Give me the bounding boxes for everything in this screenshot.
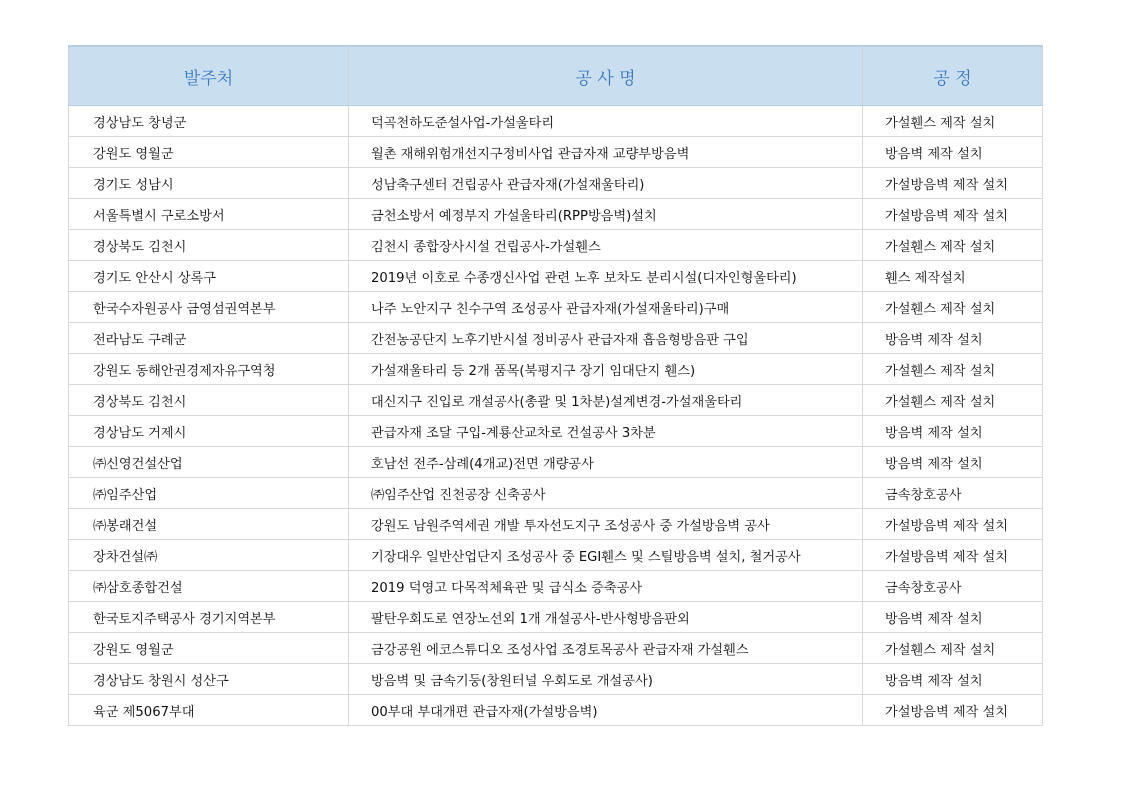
cell-client: 경상남도 창녕군 [69,106,349,137]
cell-process: 가설방음벽 제작 설치 [863,199,1043,230]
cell-process: 가설방음벽 제작 설치 [863,509,1043,540]
cell-client: 경상북도 김천시 [69,230,349,261]
cell-project-name: 00부대 부대개편 관급자재(가설방음벽) [349,695,863,726]
table-row [69,664,1043,695]
cell-client: ㈜신영건설산업 [69,447,349,478]
cell-project-name: 2019년 이호로 수종갱신사업 관련 노후 보차도 분리시설(디자인형울타리) [349,261,863,292]
table-row [69,509,1043,540]
table-row [69,540,1043,571]
header-project-name: 공 사 명 [349,46,863,106]
cell-process: 방음벽 제작 설치 [863,137,1043,168]
cell-process: 가설휀스 제작 설치 [863,106,1043,137]
cell-project-name: 월촌 재해위험개선지구정비사업 관급자재 교량부방음벽 [349,137,863,168]
table-row [69,199,1043,230]
cell-project-name: 성남축구센터 건립공사 관급자재(가설재울타리) [349,168,863,199]
cell-process: 금속창호공사 [863,478,1043,509]
cell-process: 방음벽 제작 설치 [863,416,1043,447]
cell-project-name: 간전농공단지 노후기반시설 정비공사 관급자재 흡음형방음판 구입 [349,323,863,354]
cell-client: ㈜삼호종합건설 [69,571,349,602]
cell-client: 장차건설㈜ [69,540,349,571]
cell-process: 방음벽 제작 설치 [863,447,1043,478]
table-body [69,106,1043,726]
cell-process: 가설방음벽 제작 설치 [863,168,1043,199]
cell-client: 한국토지주택공사 경기지역본부 [69,602,349,633]
cell-client: 경상남도 창원시 성산구 [69,664,349,695]
cell-project-name: ㈜임주산업 진천공장 신축공사 [349,478,863,509]
cell-client: 경기도 성남시 [69,168,349,199]
cell-project-name: 김천시 종합장사시설 건립공사-가설휀스 [349,230,863,261]
table-row [69,106,1043,137]
cell-process: 방음벽 제작 설치 [863,602,1043,633]
table-row [69,292,1043,323]
cell-project-name: 대신지구 진입로 개설공사(총괄 및 1차분)설계변경-가설재울타리 [349,385,863,416]
cell-project-name: 강원도 남원주역세권 개발 투자선도지구 조성공사 중 가설방음벽 공사 [349,509,863,540]
cell-client: 경상남도 거제시 [69,416,349,447]
cell-client: 서울특별시 구로소방서 [69,199,349,230]
header-client: 발주처 [69,46,349,106]
table-row [69,695,1043,726]
table-row [69,137,1043,168]
table-row [69,354,1043,385]
cell-process: 가설휀스 제작 설치 [863,292,1043,323]
cell-client: 강원도 영월군 [69,633,349,664]
cell-project-name: 덕곡천하도준설사업-가설울타리 [349,106,863,137]
cell-process: 가설휀스 제작 설치 [863,354,1043,385]
cell-project-name: 금천소방서 예정부지 가설울타리(RPP방음벽)설치 [349,199,863,230]
project-table [68,45,1043,726]
cell-project-name: 금강공원 에코스튜디오 조성사업 조경토목공사 관급자재 가설휀스 [349,633,863,664]
header-row [69,46,1043,106]
cell-process: 가설방음벽 제작 설치 [863,695,1043,726]
cell-client: 강원도 동해안권경제자유구역청 [69,354,349,385]
table-row [69,478,1043,509]
cell-process: 가설휀스 제작 설치 [863,385,1043,416]
cell-process: 가설휀스 제작 설치 [863,633,1043,664]
cell-project-name: 방음벽 및 금속기둥(창원터널 우회도로 개설공사) [349,664,863,695]
table-row [69,447,1043,478]
cell-client: 한국수자원공사 금영섬권역본부 [69,292,349,323]
cell-client: 경상북도 김천시 [69,385,349,416]
cell-process: 방음벽 제작 설치 [863,664,1043,695]
table-row [69,230,1043,261]
cell-client: 육군 제5067부대 [69,695,349,726]
cell-process: 가설휀스 제작 설치 [863,230,1043,261]
cell-project-name: 나주 노안지구 친수구역 조성공사 관급자재(가설재울타리)구매 [349,292,863,323]
table-row [69,168,1043,199]
cell-client: 강원도 영월군 [69,137,349,168]
table-row [69,571,1043,602]
table-row [69,385,1043,416]
table-row [69,261,1043,292]
cell-process: 금속창호공사 [863,571,1043,602]
cell-process: 방음벽 제작 설치 [863,323,1043,354]
cell-project-name: 가설재울타리 등 2개 품목(북평지구 장기 임대단지 휀스) [349,354,863,385]
cell-project-name: 호남선 전주-삼례(4개교)전면 개량공사 [349,447,863,478]
cell-project-name: 2019 덕영고 다목적체육관 및 급식소 증축공사 [349,571,863,602]
cell-project-name: 팔탄우회도로 연장노선외 1개 개설공사-반사형방음판외 [349,602,863,633]
table-row [69,602,1043,633]
table-row [69,323,1043,354]
cell-project-name: 기장대우 일반산업단지 조성공사 중 EGI휀스 및 스틸방음벽 설치, 철거공사 [349,540,863,571]
cell-client: 전라남도 구례군 [69,323,349,354]
cell-project-name: 관급자재 조달 구입-계룡산교차로 건설공사 3차분 [349,416,863,447]
table-row [69,633,1043,664]
cell-client: 경기도 안산시 상록구 [69,261,349,292]
cell-client: ㈜임주산업 [69,478,349,509]
cell-process: 가설방음벽 제작 설치 [863,540,1043,571]
cell-process: 휀스 제작설치 [863,261,1043,292]
header-process: 공 정 [863,46,1043,106]
cell-client: ㈜봉래건설 [69,509,349,540]
table-row [69,416,1043,447]
